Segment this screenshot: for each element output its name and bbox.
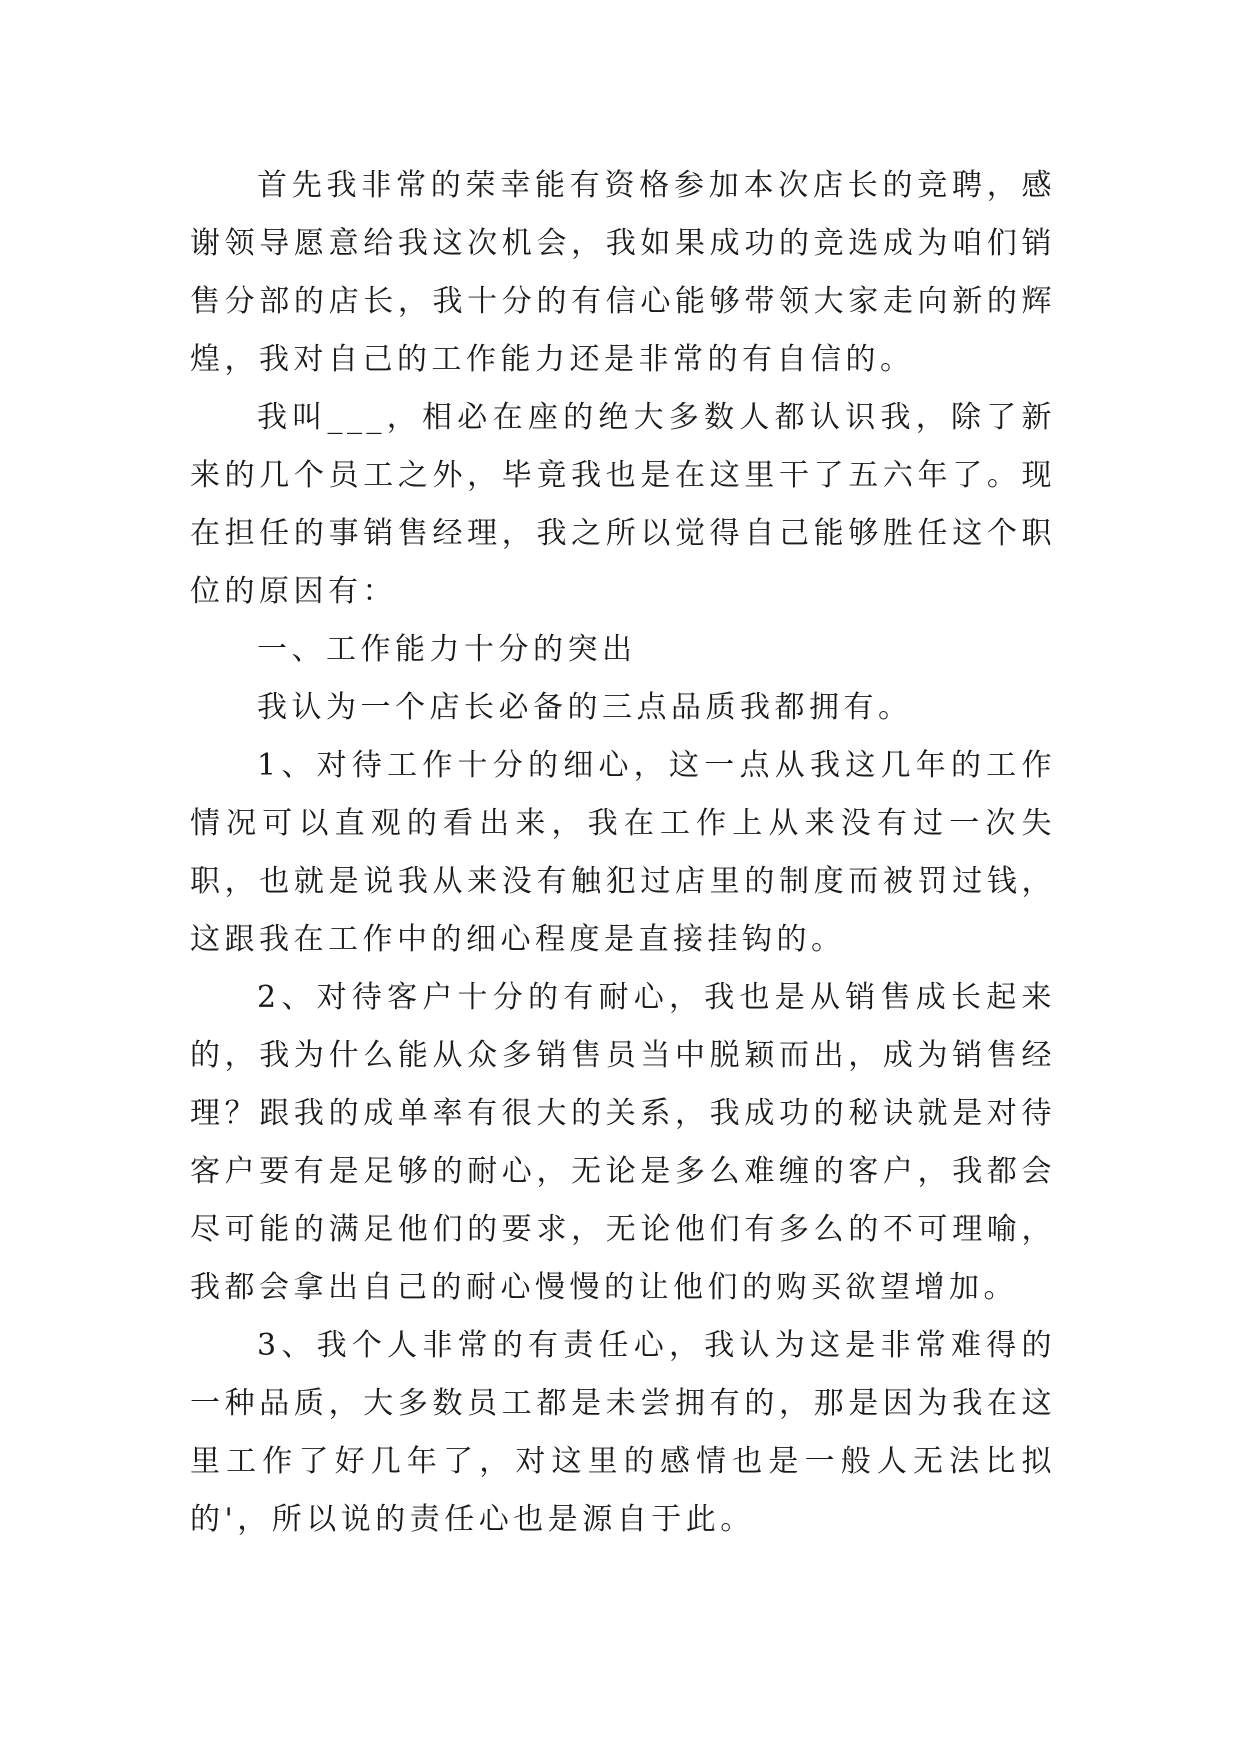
paragraph-self-introduction: 我叫___，相必在座的绝大多数人都认识我，除了新来的几个员工之外，毕竟我也是在这里干了五六年了。现在担任的事销售经理，我之所以觉得自己能够胜任这个职位的原因有：: [190, 400, 1056, 609]
paragraph-intro: 首先我非常的荣幸能有资格参加本次店长的竞聘，感谢领导愿意给我这次机会，我如果成功的竞选成为咱们销售分部的店长，我十分的有信心能够带领大家走向新的辉煌，我对自己的工作能力还是非常的有自信的。: [190, 168, 1056, 377]
paragraph-qualities-summary: 我认为一个店长必备的三点品质我都拥有。: [257, 690, 913, 725]
document-body: [190, 157, 1056, 1549]
paragraph-point-2: 2、对待客户十分的有耐心，我也是从销售成长起来的，我为什么能从众多销售员当中脱颖而出，成为销售经理？跟我的成单率有很大的关系，我成功的秘诀就是对待客户要有是足够的耐心，无论是多么难缠的客户，我都会尽可能的满足他们的要求，无论他们有多么的不可理喻，我都会拿出自己的耐心慢慢的让他们的购买欲望增加。: [190, 980, 1056, 1305]
paragraph-point-3: 3、我个人非常的有责任心，我认为这是非常难得的一种品质，大多数员工都是未尝拥有的，那是因为我在这里工作了好几年了，对这里的感情也是一般人无法比拟的'，所以说的责任心也是源自于此。: [190, 1328, 1056, 1537]
section-heading-work-ability: 一、工作能力十分的突出: [257, 632, 637, 667]
paragraph-point-1: 1、对待工作十分的细心，这一点从我这几年的工作情况可以直观的看出来，我在工作上从来没有过一次失职，也就是说我从来没有触犯过店里的制度而被罚过钱，这跟我在工作中的细心程度是直接挂钩的。: [190, 748, 1056, 957]
